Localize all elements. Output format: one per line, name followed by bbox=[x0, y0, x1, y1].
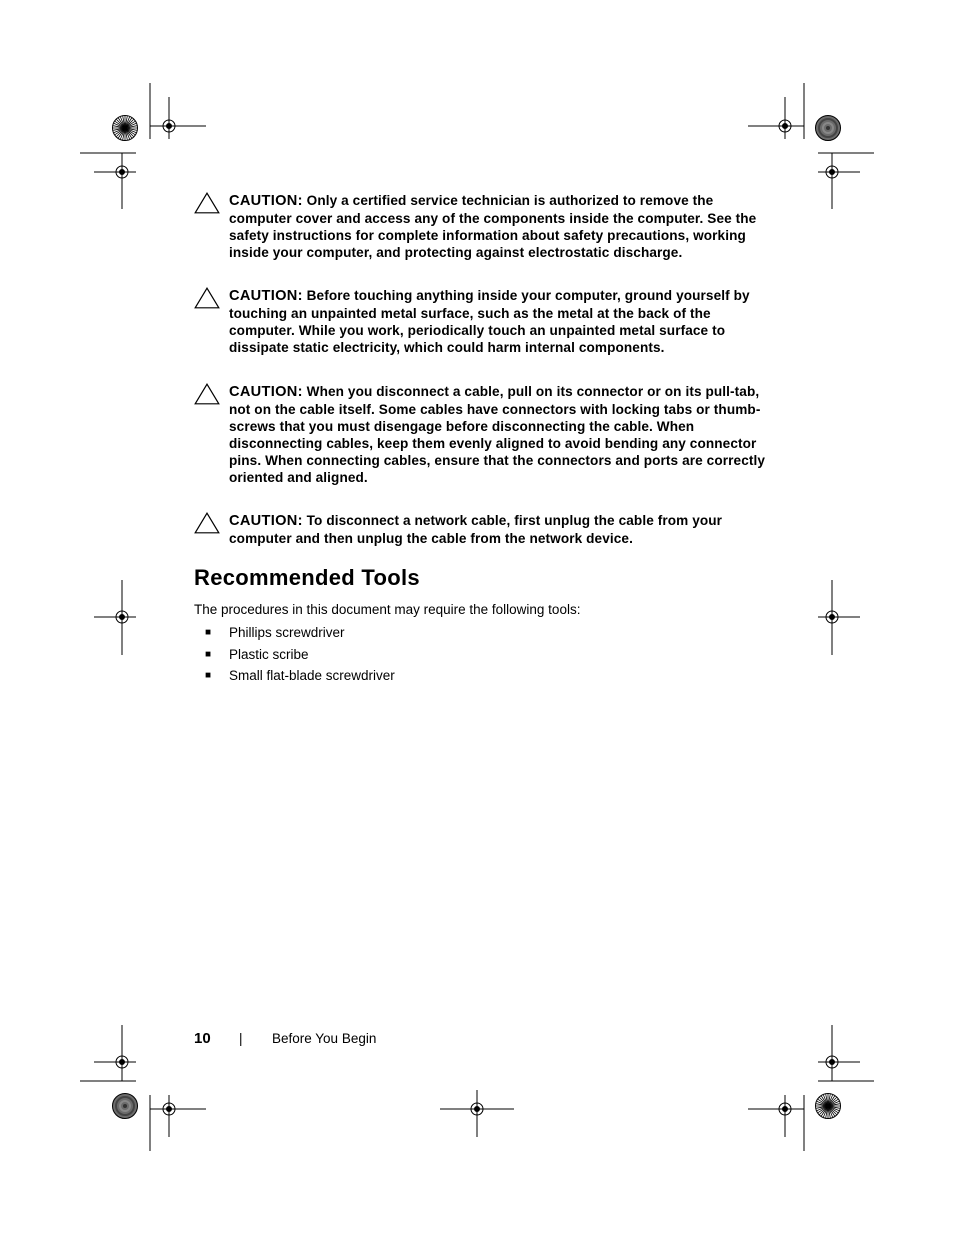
tools-list bbox=[194, 624, 395, 689]
caution-label: CAUTION: bbox=[229, 384, 303, 400]
bullet-icon: ■ bbox=[205, 670, 212, 681]
page-number: 10 bbox=[194, 1030, 211, 1047]
caution-label: CAUTION: bbox=[229, 513, 303, 529]
footer-separator: | bbox=[239, 1031, 243, 1046]
caution-icon bbox=[194, 192, 220, 214]
list-item-label: Plastic scribe bbox=[229, 646, 309, 662]
caution-text bbox=[229, 512, 766, 547]
caution-label: CAUTION: bbox=[229, 193, 303, 209]
list-item bbox=[194, 667, 395, 689]
caution-block bbox=[194, 512, 766, 547]
caution-icon bbox=[194, 383, 220, 405]
bullet-icon: ■ bbox=[205, 648, 212, 660]
section-intro: The procedures in this document may require the following tools: bbox=[194, 602, 581, 617]
caution-block bbox=[194, 192, 766, 261]
list-item-label: Small flat-blade screwdriver bbox=[229, 668, 395, 683]
caution-body: Before touching anything inside your computer, ground yourself by touching an unpainted metal surface, such as the metal at the back of the computer. While you work, periodically touch an unpainted metal surface to dissipate static electricity, which could harm internal components. bbox=[229, 288, 750, 356]
caution-icon bbox=[194, 287, 220, 309]
caution-text bbox=[229, 287, 766, 356]
caution-body: To disconnect a network cable, first unplug the cable from your computer and then unplug the cable from the network device. bbox=[229, 513, 723, 547]
caution-text bbox=[229, 383, 766, 487]
caution-block bbox=[194, 287, 766, 356]
bullet-icon: ■ bbox=[205, 627, 212, 638]
caution-label: CAUTION: bbox=[229, 288, 303, 304]
list-item bbox=[194, 646, 395, 668]
footer-section-name: Before You Begin bbox=[272, 1031, 377, 1046]
caution-text bbox=[229, 192, 766, 261]
caution-body: When you disconnect a cable, pull on its connector or on its pull-tab, not on the cable itself. Some cables have connectors with locking tabs or thumb-screws that you must disengage before disconnecting the cable. When disconnecting cables, keep them evenly aligned to avoid bending any connector pins. When connecting cables, ensure that the connectors and ports are correctly oriented and aligned. bbox=[229, 384, 766, 486]
caution-body: Only a certified service technician is authorized to remove the computer cover and access any of the components inside the computer. See the safety instructions for complete information about safety precautions, working inside your computer, and protecting against electrostatic discharge. bbox=[229, 193, 757, 261]
list-item-label: Phillips screwdriver bbox=[229, 625, 345, 640]
caution-icon bbox=[194, 512, 220, 534]
caution-block bbox=[194, 383, 766, 487]
section-title: Recommended Tools bbox=[194, 565, 420, 590]
list-item bbox=[194, 624, 395, 646]
